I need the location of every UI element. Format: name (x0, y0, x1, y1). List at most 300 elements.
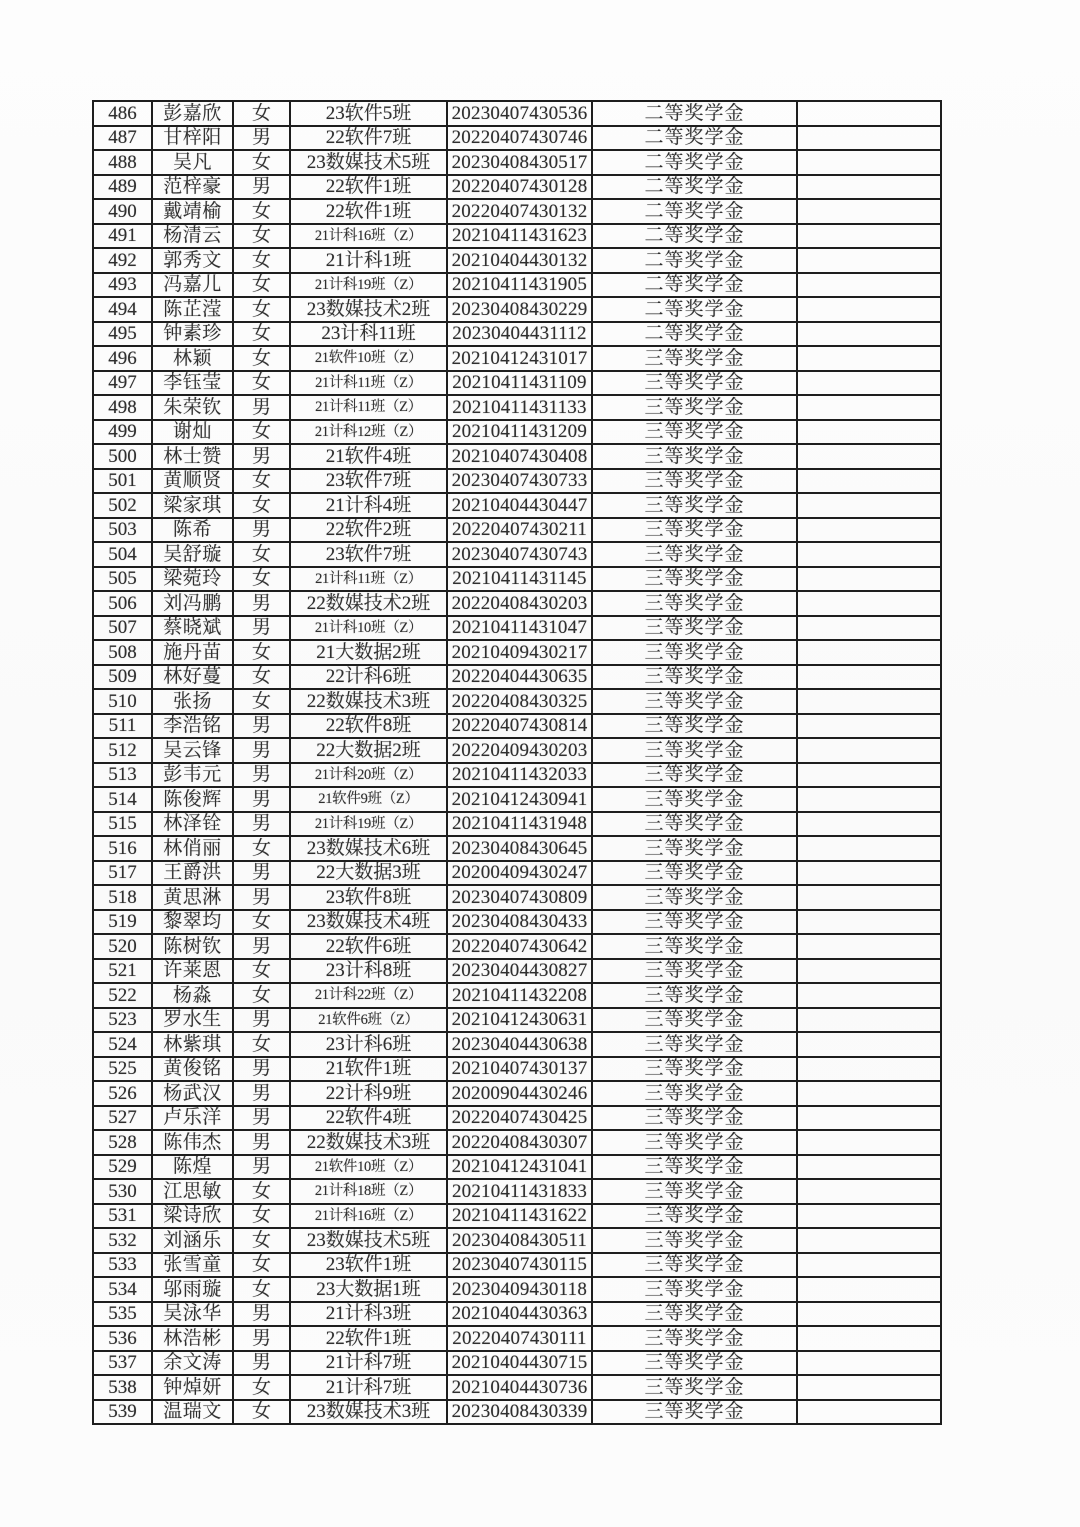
table-row (93, 469, 941, 494)
cell-award: 二等奖学金 (592, 175, 797, 200)
cell-gender: 女 (233, 150, 290, 175)
cell-award: 三等奖学金 (592, 1008, 797, 1033)
cell-index: 493 (93, 273, 152, 298)
cell-class: 21计科7班 (290, 1375, 447, 1400)
cell-gender: 男 (233, 444, 290, 469)
cell-student_id: 20230408430517 (447, 150, 592, 175)
cell-name: 林紫琪 (152, 1032, 233, 1057)
cell-class: 22数媒技术2班 (290, 591, 447, 616)
cell-award: 三等奖学金 (592, 861, 797, 886)
cell-gender: 男 (233, 1351, 290, 1376)
cell-student_id: 20230408430433 (447, 910, 592, 935)
cell-index: 534 (93, 1277, 152, 1302)
cell-blank (797, 395, 941, 420)
cell-award: 二等奖学金 (592, 224, 797, 249)
cell-class: 23计科11班 (290, 322, 447, 347)
cell-class: 21软件9班（Z） (290, 787, 447, 812)
cell-award: 三等奖学金 (592, 1057, 797, 1082)
table-row (93, 101, 941, 126)
cell-index: 513 (93, 763, 152, 788)
table-row (93, 1253, 941, 1278)
cell-class: 23数媒技术2班 (290, 297, 447, 322)
cell-class: 21计科7班 (290, 1351, 447, 1376)
cell-award: 三等奖学金 (592, 1204, 797, 1229)
cell-index: 530 (93, 1179, 152, 1204)
cell-student_id: 20210411431948 (447, 812, 592, 837)
table-row (93, 738, 941, 763)
cell-student_id: 20230408430645 (447, 836, 592, 861)
cell-gender: 女 (233, 1228, 290, 1253)
table-row (93, 420, 941, 445)
cell-index: 519 (93, 910, 152, 935)
cell-name: 甘梓阳 (152, 126, 233, 151)
cell-name: 张扬 (152, 689, 233, 714)
cell-gender: 男 (233, 175, 290, 200)
cell-index: 512 (93, 738, 152, 763)
cell-blank (797, 861, 941, 886)
cell-index: 528 (93, 1130, 152, 1155)
cell-gender: 女 (233, 224, 290, 249)
cell-student_id: 20200904430246 (447, 1081, 592, 1106)
cell-blank (797, 126, 941, 151)
cell-gender: 男 (233, 787, 290, 812)
cell-name: 吴舒璇 (152, 542, 233, 567)
table-row (93, 444, 941, 469)
cell-class: 22大数据2班 (290, 738, 447, 763)
cell-award: 三等奖学金 (592, 885, 797, 910)
cell-blank (797, 885, 941, 910)
cell-gender: 女 (233, 420, 290, 445)
table-row (93, 567, 941, 592)
cell-blank (797, 1253, 941, 1278)
cell-award: 三等奖学金 (592, 616, 797, 641)
cell-award: 三等奖学金 (592, 1277, 797, 1302)
cell-gender: 男 (233, 1008, 290, 1033)
cell-student_id: 20220408430307 (447, 1130, 592, 1155)
cell-index: 521 (93, 959, 152, 984)
cell-class: 22软件1班 (290, 175, 447, 200)
table-row (93, 395, 941, 420)
cell-award: 三等奖学金 (592, 1302, 797, 1327)
cell-class: 22软件2班 (290, 518, 447, 543)
cell-student_id: 20210411432033 (447, 763, 592, 788)
cell-class: 23软件7班 (290, 469, 447, 494)
scholarship-table-body (93, 101, 941, 1424)
table-row (93, 126, 941, 151)
cell-class: 21计科11班（Z） (290, 567, 447, 592)
cell-award: 三等奖学金 (592, 493, 797, 518)
cell-gender: 女 (233, 1179, 290, 1204)
cell-gender: 女 (233, 297, 290, 322)
table-row (93, 714, 941, 739)
cell-student_id: 20220408430325 (447, 689, 592, 714)
cell-class: 21计科19班（Z） (290, 273, 447, 298)
cell-student_id: 20230407430733 (447, 469, 592, 494)
cell-student_id: 20220407430111 (447, 1326, 592, 1351)
cell-student_id: 20230408430229 (447, 297, 592, 322)
table-row (93, 910, 941, 935)
cell-class: 23软件5班 (290, 101, 447, 126)
cell-blank (797, 787, 941, 812)
cell-name: 杨清云 (152, 224, 233, 249)
cell-blank (797, 1302, 941, 1327)
cell-award: 三等奖学金 (592, 1179, 797, 1204)
cell-index: 520 (93, 934, 152, 959)
cell-index: 510 (93, 689, 152, 714)
cell-index: 511 (93, 714, 152, 739)
cell-name: 吴泳华 (152, 1302, 233, 1327)
cell-blank (797, 420, 941, 445)
cell-student_id: 20210404430132 (447, 248, 592, 273)
cell-name: 钟素珍 (152, 322, 233, 347)
cell-gender: 女 (233, 567, 290, 592)
cell-student_id: 20230404431112 (447, 322, 592, 347)
cell-award: 三等奖学金 (592, 640, 797, 665)
cell-award: 三等奖学金 (592, 934, 797, 959)
cell-award: 二等奖学金 (592, 273, 797, 298)
cell-class: 22软件7班 (290, 126, 447, 151)
cell-index: 514 (93, 787, 152, 812)
cell-student_id: 20210412431041 (447, 1155, 592, 1180)
cell-award: 三等奖学金 (592, 714, 797, 739)
cell-blank (797, 518, 941, 543)
cell-gender: 女 (233, 640, 290, 665)
table-row (93, 934, 941, 959)
cell-blank (797, 934, 941, 959)
cell-index: 498 (93, 395, 152, 420)
cell-class: 22数媒技术3班 (290, 689, 447, 714)
cell-class: 21计科16班（Z） (290, 1204, 447, 1229)
table-row (93, 1155, 941, 1180)
table-row (93, 1204, 941, 1229)
cell-index: 490 (93, 199, 152, 224)
cell-student_id: 20210404430736 (447, 1375, 592, 1400)
cell-student_id: 20220408430203 (447, 591, 592, 616)
cell-student_id: 20210411431905 (447, 273, 592, 298)
cell-blank (797, 273, 941, 298)
cell-index: 536 (93, 1326, 152, 1351)
cell-gender: 男 (233, 518, 290, 543)
cell-student_id: 20220407430642 (447, 934, 592, 959)
cell-award: 二等奖学金 (592, 101, 797, 126)
cell-gender: 女 (233, 346, 290, 371)
cell-name: 梁诗欣 (152, 1204, 233, 1229)
cell-award: 三等奖学金 (592, 1228, 797, 1253)
table-row (93, 640, 941, 665)
cell-award: 三等奖学金 (592, 910, 797, 935)
cell-student_id: 20210407430408 (447, 444, 592, 469)
cell-index: 507 (93, 616, 152, 641)
cell-blank (797, 1155, 941, 1180)
cell-name: 蔡晓斌 (152, 616, 233, 641)
cell-student_id: 20220407430425 (447, 1106, 592, 1131)
cell-award: 三等奖学金 (592, 469, 797, 494)
cell-name: 余文涛 (152, 1351, 233, 1376)
cell-name: 梁菀玲 (152, 567, 233, 592)
cell-gender: 男 (233, 1057, 290, 1082)
cell-blank (797, 346, 941, 371)
cell-gender: 男 (233, 861, 290, 886)
cell-award: 三等奖学金 (592, 420, 797, 445)
cell-student_id: 20210411431833 (447, 1179, 592, 1204)
cell-student_id: 20230407430115 (447, 1253, 592, 1278)
cell-class: 22计科6班 (290, 665, 447, 690)
cell-name: 范梓豪 (152, 175, 233, 200)
cell-index: 496 (93, 346, 152, 371)
cell-name: 林浩彬 (152, 1326, 233, 1351)
table-row (93, 224, 941, 249)
cell-gender: 男 (233, 126, 290, 151)
cell-index: 497 (93, 371, 152, 396)
table-row (93, 1179, 941, 1204)
cell-index: 531 (93, 1204, 152, 1229)
table-row (93, 787, 941, 812)
cell-class: 23计科6班 (290, 1032, 447, 1057)
cell-class: 23数媒技术3班 (290, 1400, 447, 1425)
cell-blank (797, 1057, 941, 1082)
cell-index: 524 (93, 1032, 152, 1057)
cell-award: 三等奖学金 (592, 1155, 797, 1180)
cell-award: 三等奖学金 (592, 1106, 797, 1131)
cell-name: 黎翠均 (152, 910, 233, 935)
cell-student_id: 20210407430137 (447, 1057, 592, 1082)
cell-name: 林泽铨 (152, 812, 233, 837)
table-row (93, 1106, 941, 1131)
cell-student_id: 20220407430211 (447, 518, 592, 543)
cell-index: 533 (93, 1253, 152, 1278)
cell-blank (797, 493, 941, 518)
cell-index: 504 (93, 542, 152, 567)
cell-gender: 女 (233, 273, 290, 298)
cell-blank (797, 199, 941, 224)
cell-gender: 男 (233, 738, 290, 763)
cell-index: 486 (93, 101, 152, 126)
cell-blank (797, 1326, 941, 1351)
cell-blank (797, 1204, 941, 1229)
cell-award: 三等奖学金 (592, 1032, 797, 1057)
cell-award: 二等奖学金 (592, 297, 797, 322)
cell-blank (797, 322, 941, 347)
cell-blank (797, 616, 941, 641)
cell-class: 22软件8班 (290, 714, 447, 739)
table-row (93, 1351, 941, 1376)
cell-student_id: 20230408430511 (447, 1228, 592, 1253)
cell-class: 23大数据1班 (290, 1277, 447, 1302)
cell-index: 492 (93, 248, 152, 273)
cell-student_id: 20200409430247 (447, 861, 592, 886)
cell-award: 二等奖学金 (592, 248, 797, 273)
table-row (93, 518, 941, 543)
cell-index: 502 (93, 493, 152, 518)
cell-blank (797, 1375, 941, 1400)
cell-student_id: 20210411432208 (447, 983, 592, 1008)
cell-student_id: 20210412430631 (447, 1008, 592, 1033)
table-row (93, 983, 941, 1008)
cell-student_id: 20210412431017 (447, 346, 592, 371)
cell-class: 23数媒技术6班 (290, 836, 447, 861)
cell-name: 陈树钦 (152, 934, 233, 959)
cell-name: 张雪童 (152, 1253, 233, 1278)
cell-class: 23软件7班 (290, 542, 447, 567)
cell-award: 二等奖学金 (592, 199, 797, 224)
cell-student_id: 20210412430941 (447, 787, 592, 812)
cell-name: 陈煌 (152, 1155, 233, 1180)
cell-gender: 女 (233, 199, 290, 224)
cell-name: 谢灿 (152, 420, 233, 445)
table-row (93, 861, 941, 886)
cell-index: 491 (93, 224, 152, 249)
cell-index: 535 (93, 1302, 152, 1327)
cell-blank (797, 959, 941, 984)
cell-student_id: 20230409430118 (447, 1277, 592, 1302)
cell-blank (797, 983, 941, 1008)
cell-student_id: 20210411431209 (447, 420, 592, 445)
cell-name: 林好蔓 (152, 665, 233, 690)
cell-blank (797, 1228, 941, 1253)
cell-blank (797, 1400, 941, 1425)
cell-index: 499 (93, 420, 152, 445)
cell-blank (797, 910, 941, 935)
cell-name: 王爵洪 (152, 861, 233, 886)
cell-blank (797, 812, 941, 837)
cell-index: 506 (93, 591, 152, 616)
cell-award: 二等奖学金 (592, 322, 797, 347)
cell-name: 吴云锋 (152, 738, 233, 763)
cell-student_id: 20210411431133 (447, 395, 592, 420)
table-row (93, 346, 941, 371)
table-row (93, 248, 941, 273)
cell-award: 三等奖学金 (592, 395, 797, 420)
cell-gender: 女 (233, 1253, 290, 1278)
cell-blank (797, 1106, 941, 1131)
cell-index: 523 (93, 1008, 152, 1033)
cell-student_id: 20230404430827 (447, 959, 592, 984)
cell-index: 538 (93, 1375, 152, 1400)
cell-blank (797, 738, 941, 763)
table-row (93, 1032, 941, 1057)
cell-blank (797, 150, 941, 175)
table-row (93, 885, 941, 910)
cell-award: 三等奖学金 (592, 444, 797, 469)
cell-gender: 女 (233, 836, 290, 861)
cell-gender: 男 (233, 395, 290, 420)
cell-class: 23计科8班 (290, 959, 447, 984)
cell-name: 梁家琪 (152, 493, 233, 518)
cell-class: 21软件10班（Z） (290, 1155, 447, 1180)
cell-award: 三等奖学金 (592, 591, 797, 616)
cell-class: 21计科4班 (290, 493, 447, 518)
cell-student_id: 20220407430128 (447, 175, 592, 200)
cell-student_id: 20230408430339 (447, 1400, 592, 1425)
table-row (93, 297, 941, 322)
cell-name: 陈俊辉 (152, 787, 233, 812)
cell-class: 23数媒技术5班 (290, 1228, 447, 1253)
cell-name: 陈希 (152, 518, 233, 543)
cell-name: 黄顺贤 (152, 469, 233, 494)
cell-student_id: 20230404430638 (447, 1032, 592, 1057)
cell-name: 杨淼 (152, 983, 233, 1008)
cell-index: 500 (93, 444, 152, 469)
cell-gender: 女 (233, 959, 290, 984)
cell-name: 陈伟杰 (152, 1130, 233, 1155)
cell-gender: 女 (233, 101, 290, 126)
table-row (93, 1228, 941, 1253)
cell-index: 522 (93, 983, 152, 1008)
cell-student_id: 20220407430814 (447, 714, 592, 739)
cell-gender: 男 (233, 885, 290, 910)
cell-award: 三等奖学金 (592, 1351, 797, 1376)
cell-index: 517 (93, 861, 152, 886)
cell-blank (797, 542, 941, 567)
cell-student_id: 20220407430132 (447, 199, 592, 224)
cell-gender: 女 (233, 322, 290, 347)
cell-award: 三等奖学金 (592, 567, 797, 592)
cell-award: 三等奖学金 (592, 1375, 797, 1400)
cell-student_id: 20210404430715 (447, 1351, 592, 1376)
table-row (93, 1277, 941, 1302)
cell-gender: 男 (233, 616, 290, 641)
cell-award: 三等奖学金 (592, 665, 797, 690)
scholarship-table (92, 100, 942, 1425)
cell-student_id: 20210411431109 (447, 371, 592, 396)
cell-index: 516 (93, 836, 152, 861)
table-row (93, 493, 941, 518)
table-row (93, 1008, 941, 1033)
cell-award: 三等奖学金 (592, 1253, 797, 1278)
cell-blank (797, 444, 941, 469)
cell-blank (797, 1351, 941, 1376)
cell-name: 江思敏 (152, 1179, 233, 1204)
cell-name: 吴凡 (152, 150, 233, 175)
cell-blank (797, 175, 941, 200)
cell-student_id: 20210409430217 (447, 640, 592, 665)
table-row (93, 665, 941, 690)
cell-award: 三等奖学金 (592, 836, 797, 861)
cell-blank (797, 665, 941, 690)
cell-class: 21计科22班（Z） (290, 983, 447, 1008)
cell-gender: 女 (233, 1204, 290, 1229)
cell-class: 21软件1班 (290, 1057, 447, 1082)
cell-student_id: 20230407430743 (447, 542, 592, 567)
cell-name: 林颖 (152, 346, 233, 371)
cell-name: 陈芷滢 (152, 297, 233, 322)
table-row (93, 1326, 941, 1351)
cell-index: 515 (93, 812, 152, 837)
cell-blank (797, 591, 941, 616)
cell-blank (797, 101, 941, 126)
table-row (93, 199, 941, 224)
cell-gender: 男 (233, 1326, 290, 1351)
cell-index: 529 (93, 1155, 152, 1180)
cell-gender: 女 (233, 1400, 290, 1425)
cell-name: 李钰莹 (152, 371, 233, 396)
table-row (93, 812, 941, 837)
cell-blank (797, 248, 941, 273)
table-row (93, 836, 941, 861)
cell-student_id: 20220407430746 (447, 126, 592, 151)
cell-index: 489 (93, 175, 152, 200)
cell-blank (797, 1277, 941, 1302)
table-row (93, 616, 941, 641)
cell-index: 505 (93, 567, 152, 592)
cell-blank (797, 836, 941, 861)
cell-award: 三等奖学金 (592, 1400, 797, 1425)
cell-index: 527 (93, 1106, 152, 1131)
cell-award: 三等奖学金 (592, 1326, 797, 1351)
cell-class: 21计科19班（Z） (290, 812, 447, 837)
table-row (93, 959, 941, 984)
cell-award: 三等奖学金 (592, 1081, 797, 1106)
